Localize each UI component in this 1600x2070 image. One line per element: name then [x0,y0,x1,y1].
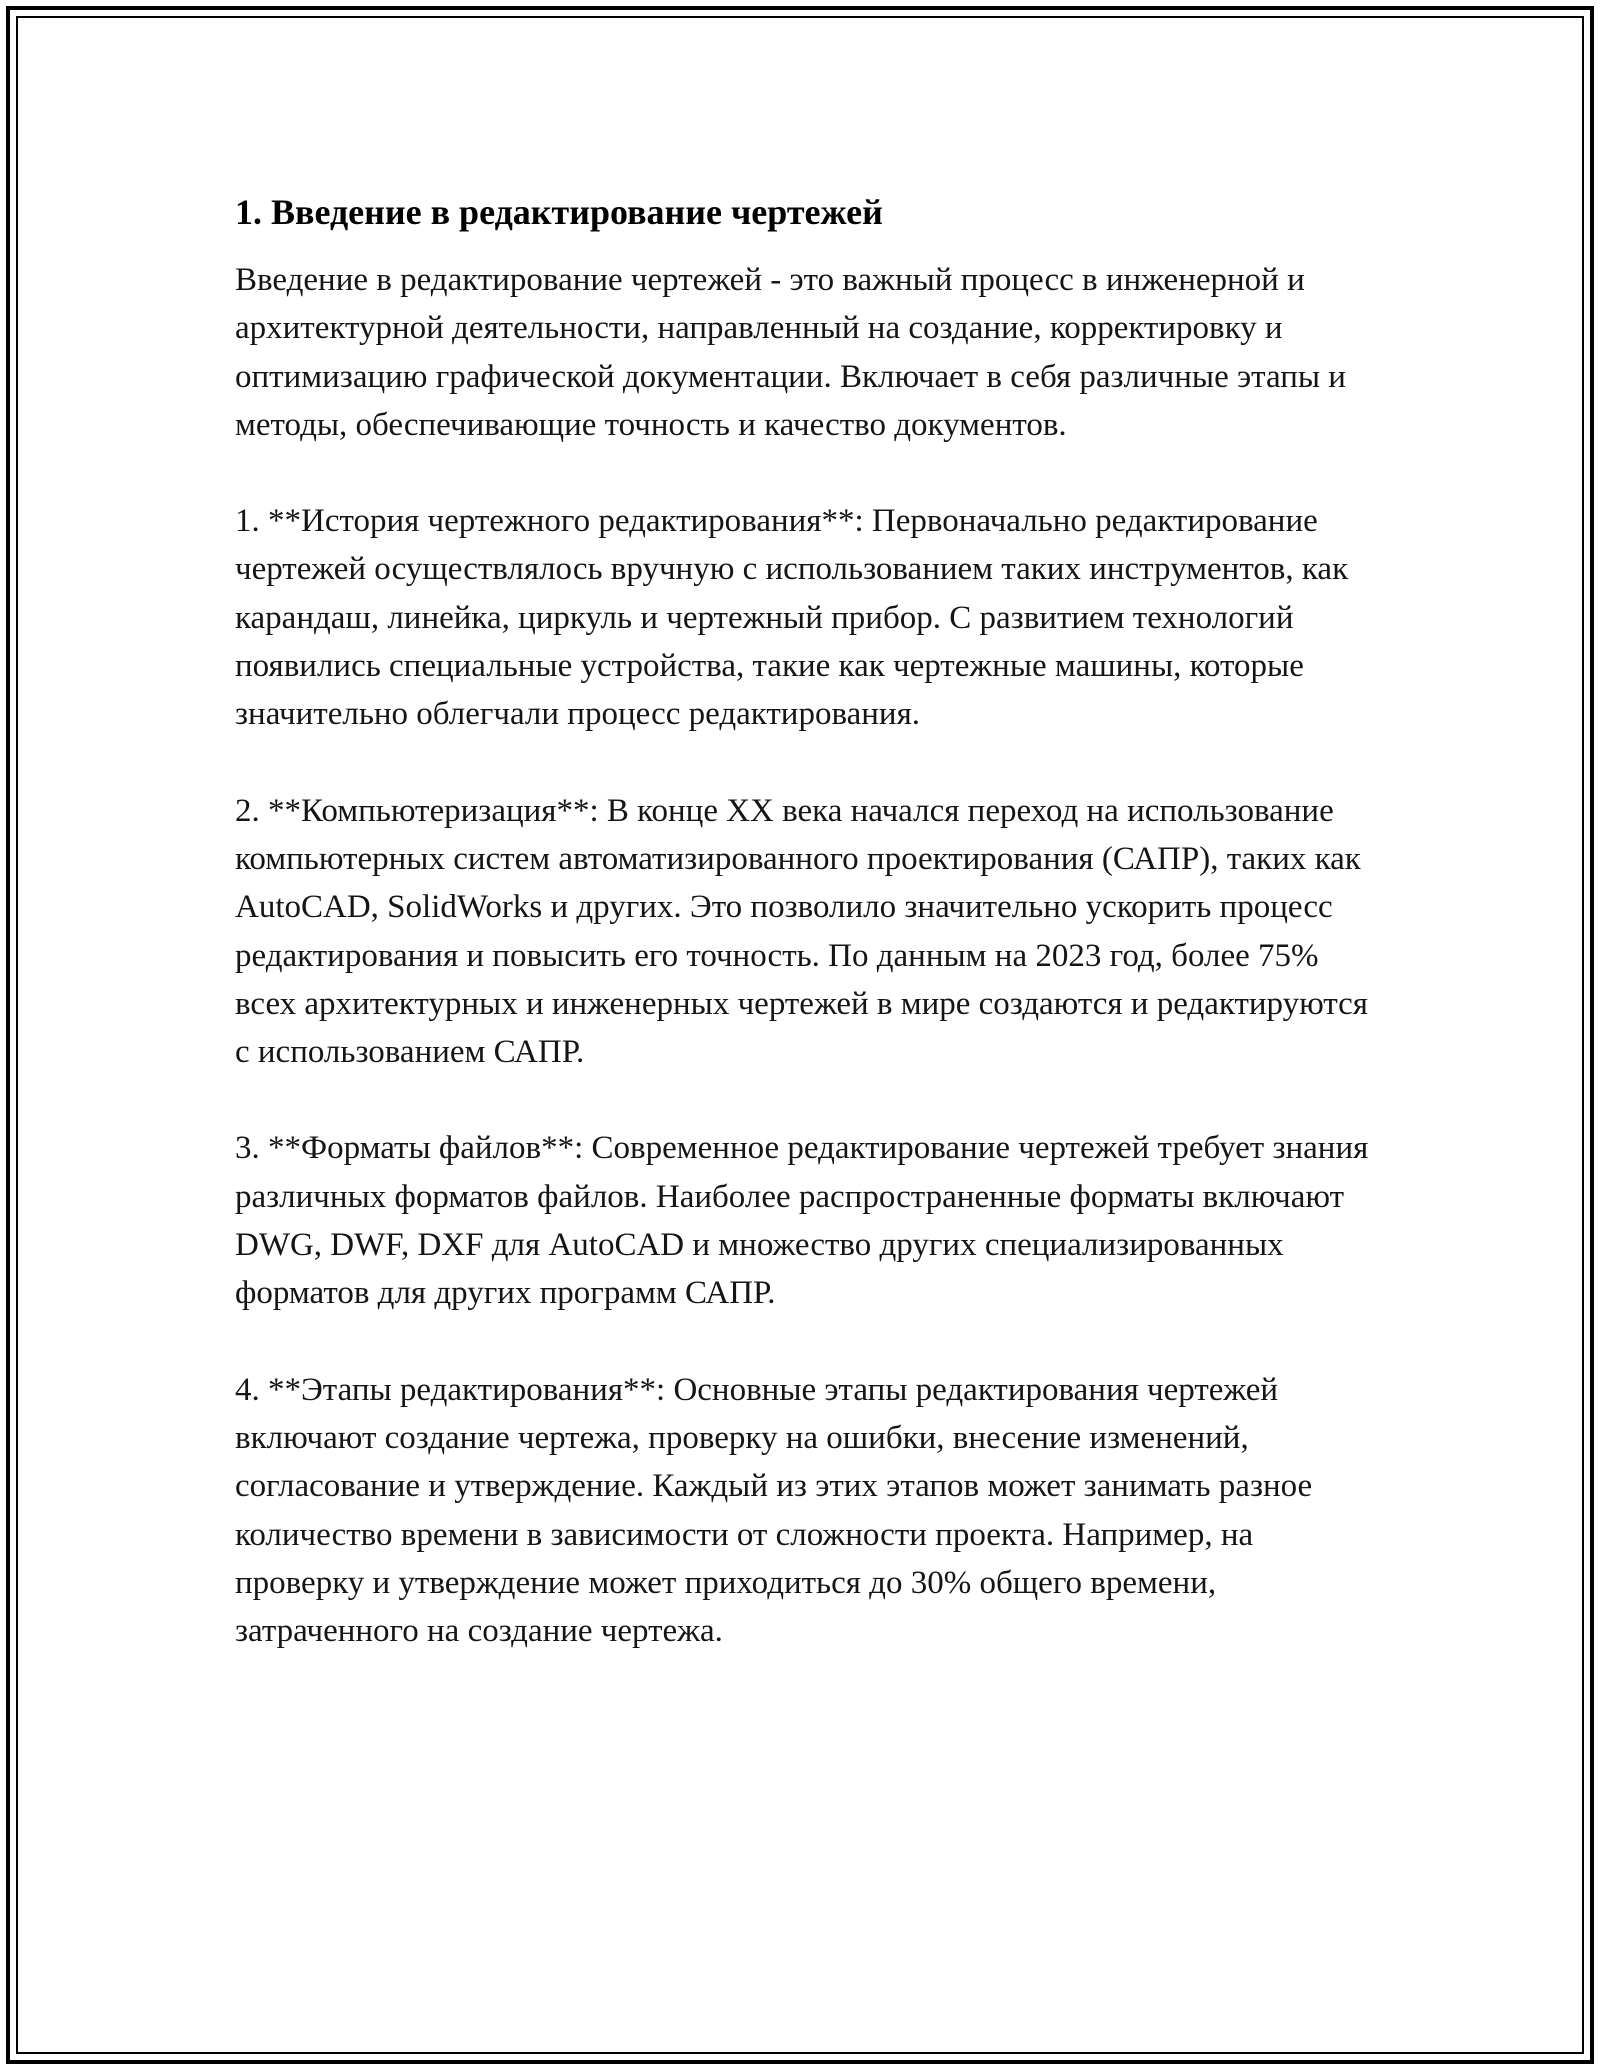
intro-paragraph: Введение в редактирование чертежей - это важный процесс в инженерной и архитектурной деятельности, направленный на создание, корректировку и оптимизацию графической документации. Включает в себя различные этапы и методы, обеспечивающие точность и качество документов. [235,262,1346,443]
section-title: 1. Введение в редактирование чертежей [235,192,883,232]
document-body [235,186,1375,1703]
paragraph-file-formats: 3. **Форматы файлов**: Современное редактирование чертежей требует знания различных форматов файлов. Наиболее распространенные форматы включают DWG, DWF, DXF для AutoCAD и множество других специализированных форматов для других программ САПР. [235,1130,1369,1312]
paragraph-editing-stages: 4. **Этапы редактирования**: Основные этапы редактирования чертежей включают создание чертежа, проверку на ошибки, внесение изменений, согласование и утверждение. Каждый из этих этапов может занимать разное количество времени в зависимости от сложности проекта. Например, на проверку и утверждение может приходиться до 30% общего времени, затраченного на создание чертежа. [235,1371,1313,1650]
paragraph-computerization: 2. **Компьютеризация**: В конце XX века начался переход на использование компьютерных систем автоматизированного проектирования (САПР), таких как AutoCAD, SolidWorks и других. Это позволило значительно ускорить процесс редактирования и повысить его точность. По данным на 2023 год, более 75% всех архитектурных и инженерных чертежей в мире создаются и редактируются с использованием САПР. [235,792,1368,1071]
paragraph-history: 1. **История чертежного редактирования**: Первоначально редактирование чертежей осуществлялось вручную с использованием таких инструментов, как карандаш, линейка, циркуль и чертежный прибор. С развитием технологий появились специальные устройства, такие как чертежные машины, которые значительно облегчали процесс редактирования. [235,503,1349,733]
